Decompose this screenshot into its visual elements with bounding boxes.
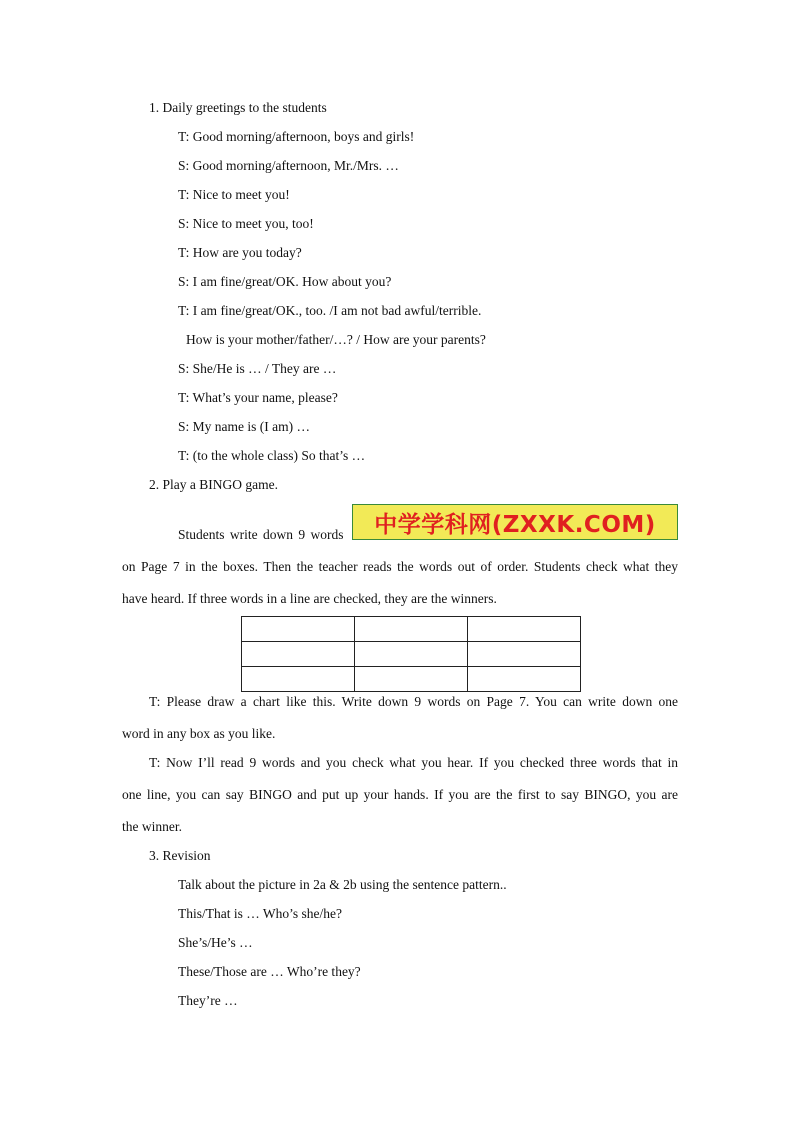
bingo-row <box>242 617 581 642</box>
revision-line: She’s/He’s … <box>178 935 253 950</box>
dialogue-line: How is your mother/father/…? / How are your parents? <box>186 332 486 347</box>
bingo-intro-line: have heard. If three words in a line are checked, they are the winners. <box>122 591 497 606</box>
watermark-logo <box>352 504 678 540</box>
teacher-instruction-text: T: Please draw a chart like this. Write down 9 words on Page 7. You can write down one <box>149 694 678 709</box>
bingo-intro-line: on Page 7 in the boxes. Then the teacher reads the words out of order. Students check what they <box>122 559 678 574</box>
teacher-instruction <box>149 755 678 773</box>
dialogue-line: T: (to the whole class) So that’s … <box>178 448 366 463</box>
dialogue-line: T: Nice to meet you! <box>178 187 290 202</box>
dialogue-line: S: Good morning/afternoon, Mr./Mrs. … <box>178 158 399 173</box>
revision-line: They’re … <box>178 993 238 1008</box>
bingo-intro-start: Students write down 9 words <box>178 527 344 542</box>
dialogue-line: T: Good morning/afternoon, boys and girls! <box>178 129 415 144</box>
teacher-instruction-cont: word in any box as you like. <box>122 726 276 741</box>
bingo-cell <box>242 642 355 667</box>
teacher-instruction-text: T: Now I’ll read 9 words and you check what you hear. If you checked three words that in <box>149 755 678 770</box>
bingo-cell <box>355 667 468 692</box>
bingo-row <box>242 642 581 667</box>
revision-line: These/Those are … Who’re they? <box>178 964 361 979</box>
teacher-instruction-cont: one line, you can say BINGO and put up your hands. If you are the first to say BINGO, you are <box>122 787 678 802</box>
dialogue-line: T: I am fine/great/OK., too. /I am not bad awful/terrible. <box>178 303 482 318</box>
dialogue-line: S: She/He is … / They are … <box>178 361 337 376</box>
teacher-instruction-cont: the winner. <box>122 819 182 834</box>
bingo-cell <box>468 617 581 642</box>
bingo-cell <box>242 667 355 692</box>
bingo-grid <box>241 616 581 692</box>
section3-heading: 3. Revision <box>149 848 211 863</box>
dialogue-line: S: Nice to meet you, too! <box>178 216 314 231</box>
dialogue-line: S: I am fine/great/OK. How about you? <box>178 274 392 289</box>
bingo-cell <box>468 642 581 667</box>
bingo-cell <box>355 617 468 642</box>
bingo-cell <box>242 617 355 642</box>
bingo-cell <box>468 667 581 692</box>
teacher-instruction <box>149 694 678 712</box>
dialogue-line: T: How are you today? <box>178 245 302 260</box>
section1-heading: 1. Daily greetings to the students <box>149 100 327 115</box>
bingo-cell <box>355 642 468 667</box>
dialogue-line: T: What’s your name, please? <box>178 390 338 405</box>
revision-line: Talk about the picture in 2a & 2b using the sentence pattern.. <box>178 877 507 892</box>
bingo-row <box>242 667 581 692</box>
dialogue-line: S: My name is (I am) … <box>178 419 310 434</box>
watermark-logo-text: 中学学科网(ZXXK.COM) <box>374 511 656 538</box>
revision-line: This/That is … Who’s she/he? <box>178 906 342 921</box>
section2-heading: 2. Play a BINGO game. <box>149 477 278 492</box>
